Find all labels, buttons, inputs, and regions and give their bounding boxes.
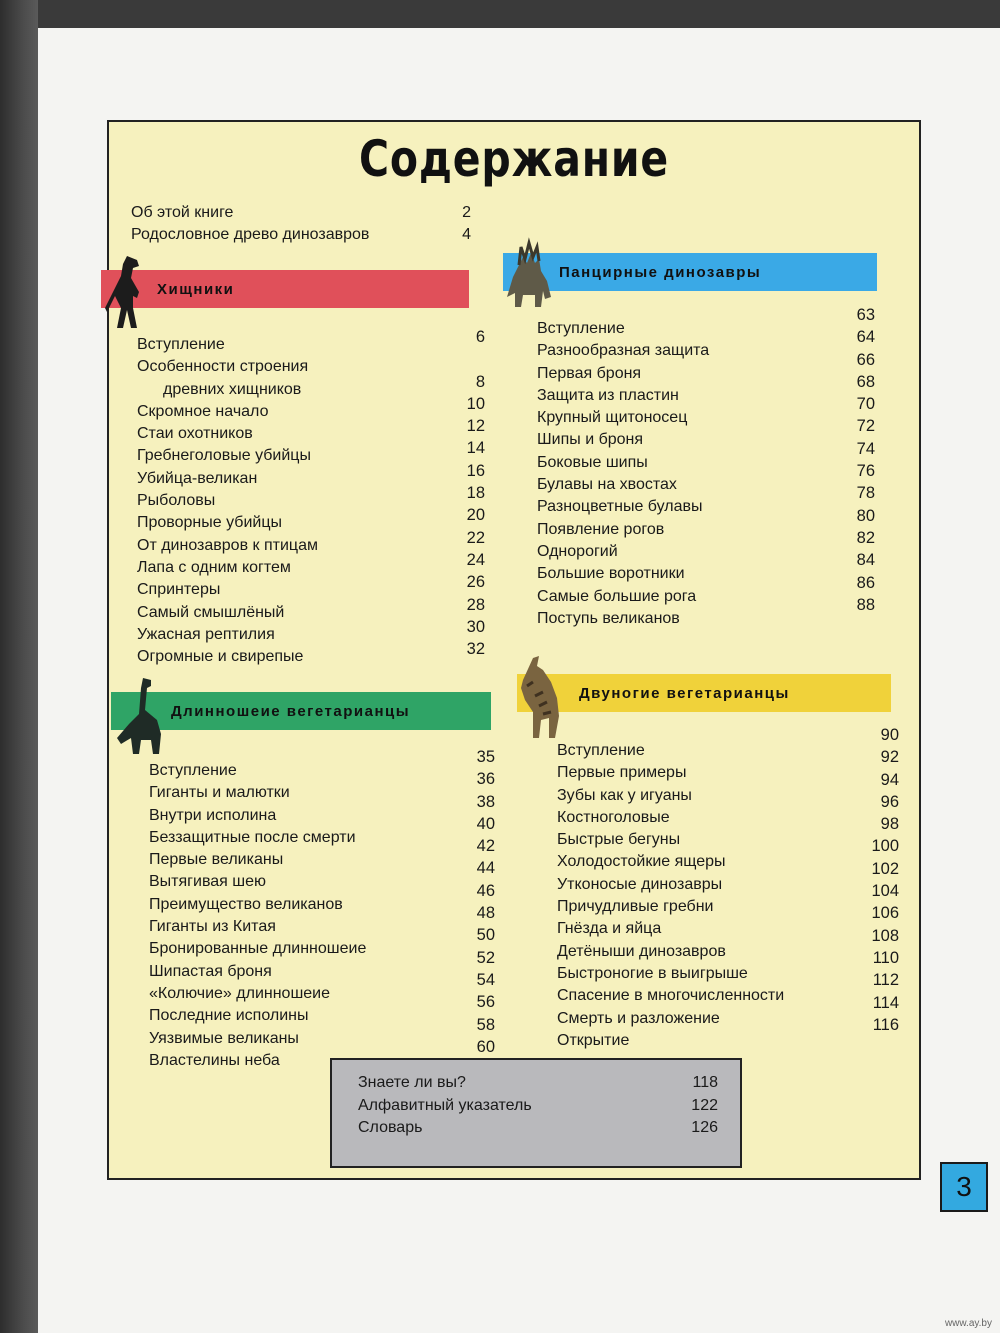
list-item [137,648,387,670]
watermark: www.ay.by [944,1318,992,1329]
list-item [137,470,387,492]
item-page: 60 [476,1037,495,1056]
item-page: 38 [476,792,495,811]
item-page: 86 [856,573,875,592]
list-item [137,492,387,514]
list-item [149,762,429,784]
item-page: 100 [871,837,899,856]
item-page: 63 [856,306,875,324]
list-item [557,742,857,764]
list-item [537,498,797,520]
item-page: 50 [476,926,495,945]
item-page: 92 [880,748,899,767]
item-page: 88 [856,595,875,614]
item-page: 122 [691,1096,718,1114]
item-page: 28 [466,595,485,614]
item-page: 2 [462,204,471,221]
item-label: Открытие [557,1031,630,1049]
page-title: Содержание [358,130,670,188]
list-item [537,365,797,387]
list-item [358,1097,718,1120]
item-page: 72 [856,417,875,436]
item-page: 16 [466,461,485,480]
longnecked-list [149,762,429,1074]
item-page: 46 [476,881,495,900]
item-label: Родословное древо динозавров [131,226,370,243]
item-label: Гиганты и малютки [149,784,290,802]
list-item [131,226,471,248]
item-page: 116 [872,1015,899,1034]
section-banner-longnecked [111,692,491,730]
list-item [557,1032,857,1054]
item-page: 54 [476,970,495,989]
list-item [149,896,429,918]
item-label: Бронированные длинношеие [149,940,367,958]
item-label: Первая броня [537,364,642,382]
item-label: Быстрые бегуны [557,831,681,849]
item-page: 14 [466,439,485,458]
predators-list [137,336,387,670]
item-label: Стаи охотников [137,425,253,443]
item-page: 8 [475,372,485,391]
item-label: Проворные убийцы [137,514,282,532]
item-label: Ужасная рептилия [137,625,275,643]
list-item [537,409,797,431]
item-label: Поступь великанов [537,609,680,627]
item-page: 4 [462,226,471,243]
section-title: Длинношеие вегетарианцы [171,703,411,720]
item-label: Крупный щитоносец [537,409,688,427]
item-page: 70 [856,395,875,414]
list-item [537,387,797,409]
item-page: 32 [466,640,485,659]
list-item [137,537,387,559]
list-item [557,787,857,809]
item-page: 98 [880,815,899,834]
item-page: 108 [871,926,899,945]
item-page: 24 [466,550,485,569]
item-label: От динозавров к птицам [137,536,318,554]
item-label: «Колючие» длинношеие [149,984,331,1002]
item-page: 40 [476,814,495,833]
book-spine [0,0,38,1333]
item-page: 42 [476,837,495,856]
list-item [137,381,387,403]
item-page: 94 [880,770,899,789]
stegosaurus-icon [501,237,555,317]
item-label: Рыболовы [137,492,216,510]
item-page: 58 [476,1015,495,1034]
item-label: Знаете ли вы? [358,1074,466,1091]
list-item [557,831,857,853]
item-label: Вступление [557,742,645,759]
item-label: Быстроногие в выигрыше [557,964,748,982]
item-label: Спасение в многочисленности [557,987,785,1005]
list-item [557,943,857,965]
item-page: 56 [476,993,495,1012]
item-page: 48 [476,904,495,923]
list-item [149,1030,429,1052]
item-page: 10 [466,394,485,413]
list-item [537,565,797,587]
item-label: Большие воротники [537,565,685,583]
list-item [557,853,857,875]
item-label: Утконосые динозавры [557,875,723,893]
item-label: Алфавитный указатель [358,1096,532,1114]
item-page: 22 [466,528,485,547]
parasaurolophus-icon [513,652,569,742]
list-item [537,342,797,364]
item-page: 52 [476,948,495,967]
item-label: Особенности строения [137,358,309,376]
item-label: Вступление [137,336,225,353]
item-label: Первые примеры [557,764,687,782]
item-label: Шипастая броня [149,962,272,980]
item-page: 35 [476,748,495,766]
item-page: 106 [871,904,899,923]
list-item [537,431,797,453]
item-label: Разноцветные булавы [537,498,703,516]
extras-box [330,1058,742,1168]
item-label: Первые великаны [149,851,284,869]
item-page: 102 [871,859,899,878]
item-page: 118 [692,1074,718,1091]
section-banner-predators [101,270,469,308]
item-page: 104 [871,882,899,901]
list-item [557,987,857,1009]
list-item [149,851,429,873]
item-label: Однорогий [537,542,618,560]
sauropod-icon [113,674,165,760]
item-page: 96 [880,792,899,811]
list-item [149,807,429,829]
item-page: 112 [872,971,899,990]
list-item [137,626,387,648]
list-item [137,425,387,447]
list-item [557,764,857,786]
list-item [358,1119,718,1142]
list-item [137,336,387,358]
list-item [557,876,857,898]
list-item [557,920,857,942]
longnecked-pages [453,748,495,1060]
bipedal-list [557,742,857,1054]
item-page: 80 [856,506,875,525]
section-title: Хищники [157,281,235,298]
list-item [149,963,429,985]
item-label: Появление рогов [537,520,665,538]
item-page: 18 [466,484,485,503]
item-label: Боковые шипы [537,453,648,471]
item-page: 20 [466,506,485,525]
item-page: 74 [856,439,875,458]
item-label: Убийца-великан [137,469,258,487]
item-label: Самые большие рога [537,587,697,605]
list-item [149,829,429,851]
item-page: 66 [856,350,875,369]
item-page: 36 [476,770,495,789]
list-item [537,476,797,498]
list-item [137,581,387,603]
item-page: 12 [466,417,485,436]
contents-panel [107,120,921,1180]
item-page: 90 [880,726,899,744]
list-item [537,521,797,543]
item-page: 84 [856,551,875,570]
list-item [149,985,429,1007]
item-label: Защита из пластин [537,386,679,404]
item-page: 114 [872,993,899,1012]
item-label: Преимущество великанов [149,895,343,913]
item-label: Уязвимые великаны [149,1029,299,1047]
item-label: Холодостойкие ящеры [557,853,726,871]
item-label: Детёныши динозавров [557,942,726,960]
list-item [537,320,797,342]
list-item [149,918,429,940]
list-item [149,1007,429,1029]
list-item [137,514,387,536]
item-label: Вступление [537,320,625,337]
item-label: Гнёзда и яйца [557,920,662,938]
item-page: 26 [466,573,485,592]
item-label: Огромные и свирепые [137,648,304,666]
section-title: Панцирные динозавры [559,264,762,281]
list-item [137,358,387,380]
bipedal-pages [859,726,899,1038]
item-label: Зубы как у игуаны [557,786,692,804]
item-label: Вступление [149,762,237,779]
item-label: Булавы на хвостах [537,476,677,494]
item-label: Лапа с одним когтем [137,558,291,576]
list-item [149,873,429,895]
list-item [537,454,797,476]
item-label: Об этой книге [131,204,234,221]
item-page: 82 [856,528,875,547]
intro-list [131,204,471,248]
list-item [137,604,387,626]
item-label: Костноголовые [557,808,670,826]
list-item [358,1074,718,1097]
section-title: Двуногие вегетарианцы [579,685,790,702]
armored-pages [835,306,875,618]
item-label: Самый смышлёный [137,603,285,621]
section-banner-armored [503,253,877,291]
section-banner-bipedal [517,674,891,712]
item-page: 78 [856,484,875,503]
item-page [439,350,485,372]
item-label: Скромное начало [137,402,269,420]
list-item [537,543,797,565]
list-item [149,940,429,962]
item-page: 110 [872,948,899,967]
item-page: 76 [856,462,875,481]
list-item [149,784,429,806]
item-page: 6 [475,328,485,346]
list-item [137,403,387,425]
item-page: 126 [691,1119,718,1136]
item-label: Вытягивая шею [149,873,266,891]
item-label: Спринтеры [137,581,221,599]
item-label: Разнообразная защита [537,342,710,360]
item-label: Властелины неба [149,1051,280,1069]
item-label: Причудливые гребни [557,898,714,916]
list-item [557,965,857,987]
list-item [537,610,797,632]
list-item [557,898,857,920]
item-label: Внутри исполина [149,806,277,824]
item-label: Последние исполины [149,1007,309,1025]
list-item [131,204,471,226]
list-item [537,588,797,610]
list-item [137,559,387,581]
item-page: 64 [856,328,875,347]
item-page: 68 [856,372,875,391]
list-item [557,809,857,831]
item-label: Смерть и разложение [557,1009,720,1027]
list-item [137,447,387,469]
item-label: Шипы и броня [537,431,644,449]
armored-list [537,320,797,632]
item-label: Гребнеголовые убийцы [137,447,311,465]
list-item [557,1010,857,1032]
raptor-icon [103,252,155,332]
item-label: древних хищников [163,380,302,398]
item-page: 30 [466,617,485,636]
item-label: Гиганты из Китая [149,918,276,936]
item-page: 44 [476,859,495,878]
item-label: Словарь [358,1119,423,1136]
item-label: Беззащитные после смерти [149,828,356,846]
predators-pages [439,328,485,662]
page-number: 3 [940,1162,988,1212]
